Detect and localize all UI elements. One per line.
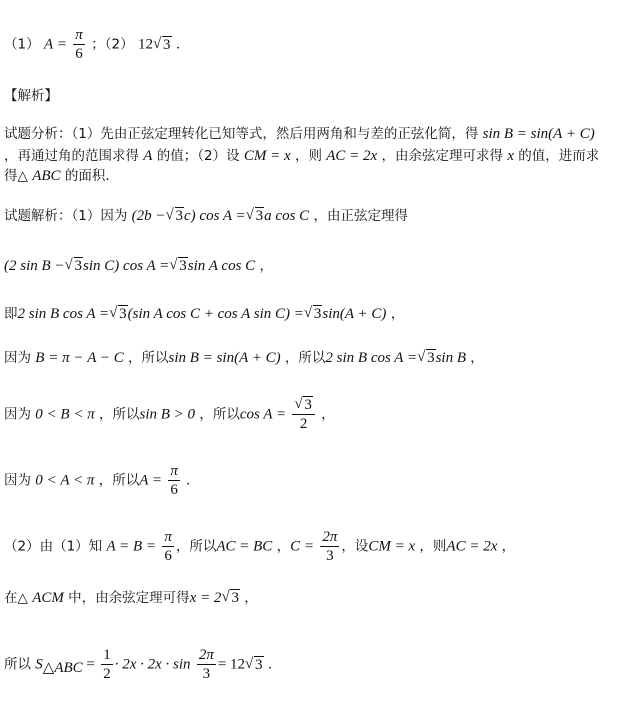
solution-line-6: 因为 0 < A < π ，所以A = $\frac{\pi}{6}$ ． [4,463,200,498]
answer-A-eq: A = [44,36,67,53]
solution-line-9: 所以 $S_{\triangle ABC}$ = $\frac{1}{2}$ · 2x · 2x · sin $\frac{2\pi}{3}$ = 12√ 3 ． [4,646,281,683]
fraction-pi-over-6: $\frac{\pi}{6}$ [170,463,178,498]
fraction-sqrt3-over-2: √ $\frac{3}{2}$ [292,396,315,433]
solution-line-8: 在△ ACM 中，由余弦定理可得x = 2√ 3 ， [4,588,258,608]
solution-line-4: 因为 B = π − A − C ，所以sin B = sin(A + C) ，所以2 sin B cos A =√ 3sin B ， [4,348,484,368]
answer-part1-label: （1） [4,36,40,53]
solution-line-7: （2）由（1）知 A = B = $\frac{\pi}{6}$ ，所以AC = BC ，C = $\frac{2\pi}{3}$ ，设CM = x ，则AC = 2x ， [4,529,516,564]
solution-line-5: 因为 0 < B < π ，所以sin B > 0 ，所以cos A = √ $\frac{3}{2}$ ， [4,396,335,433]
analysis-line-1: 试题分析：（1）先由正弦定理转化已知等式，然后用两角和与差的正弦化简，得 sin B = sin(A + C) [4,126,595,142]
answer-line [4,26,189,63]
solution-line-3: 即2 sin B cos A =√ 3(sin A cos C + cos A sin C) =√ 3sin(A + C) ， [4,304,404,324]
answer-12: 12 [138,36,154,53]
answer-end: ． [175,36,190,53]
section-title: 【解析】 [4,88,58,104]
solution-line-1: 试题解析：（1）因为 (2b −√ 3c) cos A =√ 3a cos C ，由正弦定理得 [4,206,408,226]
answer-separator: ；（2） [91,36,134,53]
analysis-line-3: 得△ ABC 的面积． [4,168,119,184]
answer-fraction-pi-6: $\frac{\pi}{6}$ [75,27,83,62]
solution-line-2: (2 sin B −√ 3sin C) cos A =√ 3sin A cos C ， [4,256,273,276]
answer-sqrt3: √ 3 [153,35,172,55]
analysis-line-2: ，再通过角的范围求得 A 的值；（2）设 CM = x ，则 AC = 2x ，由余弦定理可求得 x 的值，进而求 [4,148,600,164]
analysis-formula-sinB: sin B = sin(A + C) [482,126,595,142]
